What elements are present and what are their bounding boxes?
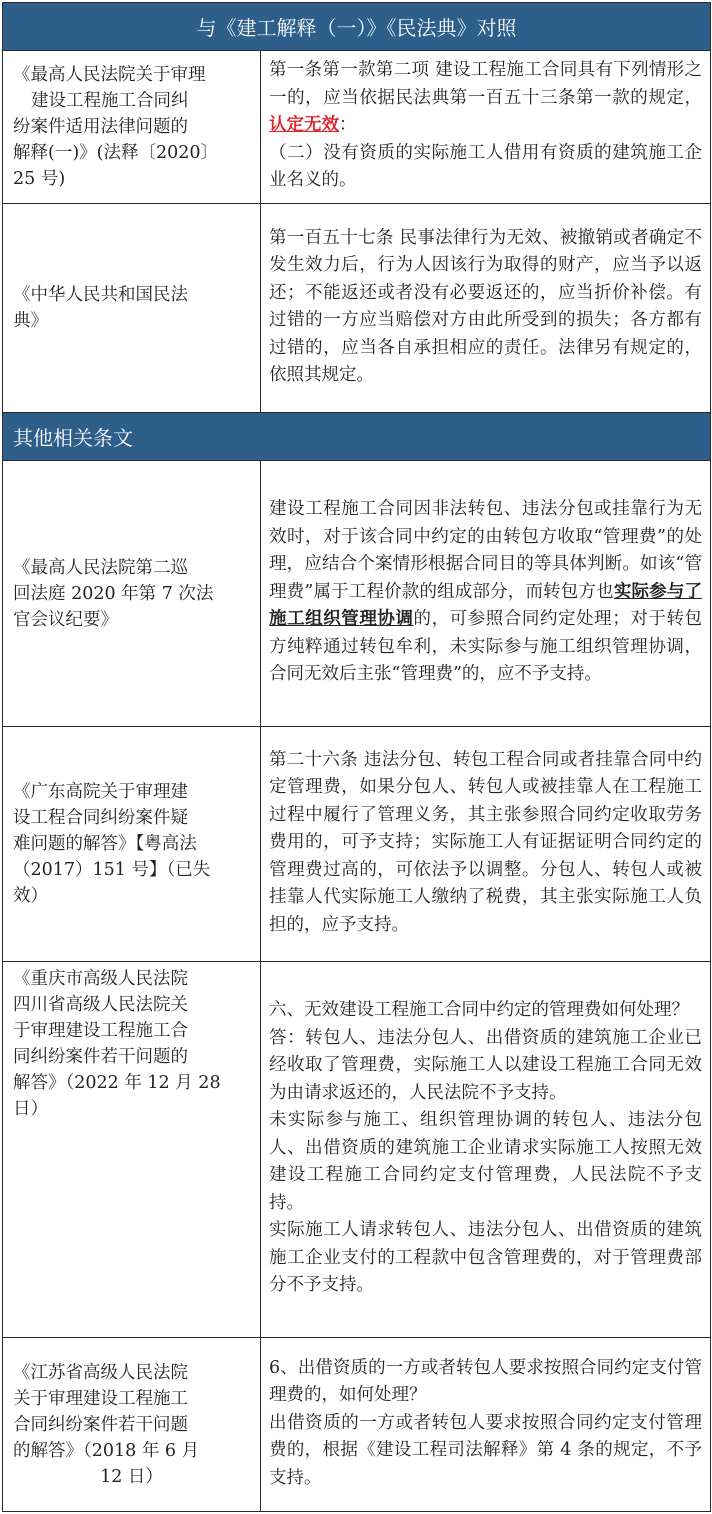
header-other: 其他相关条文 xyxy=(3,413,711,461)
source-line: 纷案件适用法律问题的 xyxy=(13,117,188,137)
article-paragraph: 第一百五十七条 民事法律行为无效、被撤销或者确定不发生效力后，行为人因该行为取得的财产，应当予以返还；不能返还或者没有必要返还的，应当折价补偿。有过错的一方应当赔偿对方由此所受到的损失；各方都有过错的，应当各自承担相应的责任。法律另有规定的，依照其规定。 xyxy=(269,227,702,385)
source-line: 合同纠纷案件若干问题 xyxy=(13,1414,188,1435)
highlight-invalid: 认定无效 xyxy=(269,115,339,136)
table-row xyxy=(3,727,711,962)
source-line: 《重庆市高级人民法院 xyxy=(13,969,188,989)
source-line: 回法庭 2020 年第 7 次法 xyxy=(13,583,214,604)
source-line: 解答》（2022 年 12 月 28 xyxy=(13,1073,221,1093)
source-line: 于审理建设工程施工合 xyxy=(13,1021,188,1041)
article-paragraph: 答：转包人、违法分包人、出借资质的建筑施工企业已经收取了管理费，实际施工人以建设工程施工合同无效为由请求返还的，人民法院不予支持。 xyxy=(269,1027,702,1103)
source-line: 效） xyxy=(13,886,48,906)
article-paragraph xyxy=(269,496,702,689)
article-text: 第一条第一款第二项 建设工程施工合同具有下列情形之一的，应当依据民法典第一百五十三条第一款的规定， xyxy=(269,60,702,108)
table-row xyxy=(3,461,711,727)
header-row-main xyxy=(3,3,711,51)
source-cell xyxy=(3,727,261,962)
emphasis-text: 实际参与了施工组织管理协调 xyxy=(269,581,703,630)
article-cell xyxy=(261,51,711,204)
article-paragraph: 6、出借资质的一方或者转包人要求按照合同约定支付管理费的，如何处理？ xyxy=(269,1357,702,1406)
article-paragraph xyxy=(269,57,702,140)
source-line: 解释(一)》(法释〔2020〕 xyxy=(13,143,219,163)
source-line: 典》 xyxy=(13,311,48,331)
source-cell xyxy=(3,461,261,727)
source-line: 《广东高院关于审理建 xyxy=(13,782,188,802)
source-line: 日） xyxy=(13,1099,48,1119)
table-row xyxy=(3,204,711,413)
source-line: 关于审理建设工程施工 xyxy=(13,1388,188,1409)
article-paragraph: 出借资质的一方或者转包人要求按照合同约定支付管理费的，根据《建设工程司法解释》第 4 条的规定，不予支持。 xyxy=(269,1412,702,1488)
source-line: （2017）151 号】（已失 xyxy=(13,860,211,880)
source-line: 建设工程施工合同纠 xyxy=(31,91,189,111)
article-paragraph: 六、无效建设工程施工合同中约定的管理费如何处理？ xyxy=(269,1000,689,1021)
source-line: 官会议纪要》 xyxy=(13,609,118,630)
source-line: 12 日） xyxy=(100,1466,163,1487)
source-cell xyxy=(3,962,261,1338)
article-cell xyxy=(261,727,711,962)
source-cell xyxy=(3,1338,261,1512)
source-line: 设工程合同纠纷案件疑 xyxy=(13,808,188,828)
article-paragraph: 实际施工人请求转包人、违法分包人、出借资质的建筑施工企业支付的工程款中包含管理费的，对于管理费部分不予支持。 xyxy=(269,1220,702,1296)
source-cell xyxy=(3,51,261,204)
source-line: 《中华人民共和国民法 xyxy=(13,285,188,305)
source-line: 《最高人民法院第二巡 xyxy=(13,557,188,578)
source-line: 难问题的解答》【粤高法 xyxy=(13,834,197,854)
table-row xyxy=(3,962,711,1338)
article-paragraph: 未实际参与施工、组织管理协调的转包人、违法分包人、出借资质的建筑施工企业请求实际施工人按照无效建设工程施工合同约定支付管理费，人民法院不予支持。 xyxy=(269,1110,702,1213)
article-cell xyxy=(261,962,711,1338)
article-cell xyxy=(261,461,711,727)
table-row xyxy=(3,1338,711,1512)
source-line: 同纠纷案件若干问题的 xyxy=(13,1047,188,1067)
article-cell xyxy=(261,204,711,413)
header-main: 与《建工解释（一）》《民法典》对照 xyxy=(3,3,711,51)
article-cell xyxy=(261,1338,711,1512)
header-row-other xyxy=(3,413,711,461)
source-line: 的解答》（2018 年 6 月 xyxy=(13,1440,200,1461)
article-text: 的，可参照合同约定处理；对于转包方纯粹通过转包牟利，未实际参与施工组织管理协调，合同无效后主张“管理费”的，应不予支持。 xyxy=(269,609,703,685)
source-line: 四川省高级人民法院关 xyxy=(13,995,188,1015)
source-line: 《江苏省高级人民法院 xyxy=(13,1362,188,1383)
table-row xyxy=(3,51,711,204)
article-paragraph: 第二十六条 违法分包、转包工程合同或者挂靠合同中约定管理费，如果分包人、转包人或被挂靠人在工程施工过程中履行了管理义务，其主张参照合同约定收取劳务费用的，可予支持；实际施工人有证据证明合同约定的管理费过高的，可依法予以调整。分包人、转包人或被挂靠人代实际施工人缴纳了税费，其主张实际施工人负担的，应予支持。 xyxy=(269,749,702,935)
article-paragraph: （二）没有资质的实际施工人借用有资质的建筑施工企业名义的。 xyxy=(269,142,702,191)
article-text: 建设工程施工合同因非法转包、违法分包或挂靠行为无效时，对于该合同中约定的由转包方收取“管理费”的处理，应结合个案情形根据合同目的等具体判断。如该“管理费”属于工程价款的组成部分，而转包方也 xyxy=(269,499,702,602)
article-text: ： xyxy=(339,115,357,136)
comparison-table xyxy=(2,2,711,1512)
source-cell xyxy=(3,204,261,413)
source-line: 《最高人民法院关于审理 xyxy=(13,65,206,85)
source-line: 25 号) xyxy=(13,169,66,189)
